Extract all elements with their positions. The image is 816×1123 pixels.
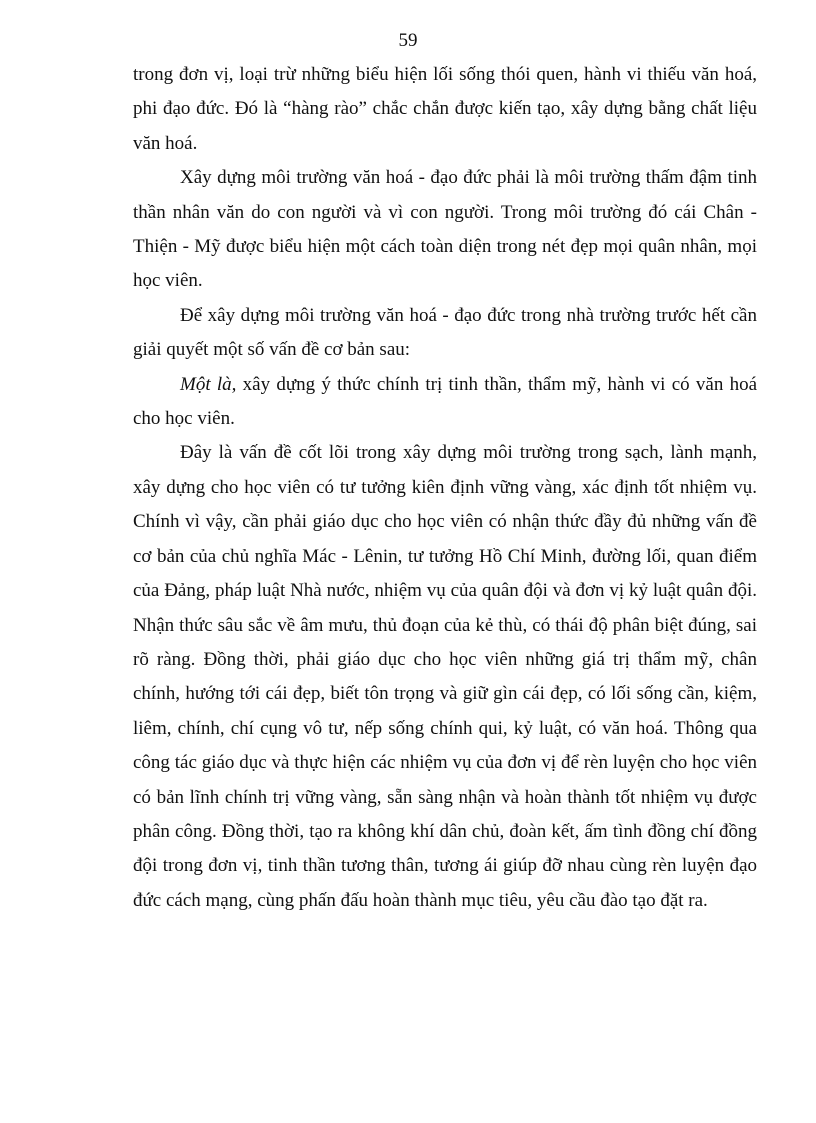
page-number: 59: [398, 30, 418, 51]
paragraph: Xây dựng môi trường văn hoá - đạo đức phải là môi trường thấm đậm tinh thần nhân văn do con người và vì con người. Trong môi trường đó cái Chân - Thiện - Mỹ được biểu hiện một cách toàn diện trong nét đẹp mọi quân nhân, mọi học viên.: [133, 167, 757, 292]
emphasis-mot-la: Một là,: [180, 373, 237, 395]
paragraph: Để xây dựng môi trường văn hoá - đạo đức trong nhà trường trước hết cần giải quyết một số vấn đề cơ bản sau:: [133, 304, 757, 361]
paragraph-mot-la: [133, 368, 757, 437]
paragraph: Đây là vấn đề cốt lõi trong xây dựng môi trường trong sạch, lành mạnh, xây dựng cho học viên có tư tưởng kiên định vững vàng, xác định tốt nhiệm vụ. Chính vì vậy, cần phải giáo dục cho học viên có nhận thức đầy đủ những vấn đề cơ bản của chủ nghĩa Mác - Lênin, tư tưởng Hồ Chí Minh, đường lối, quan điểm của Đảng, pháp luật Nhà nước, nhiệm vụ của quân đội và đơn vị kỷ luật quân đội. Nhận thức sâu sắc về âm mưu, thủ đoạn của kẻ thù, có thái độ phân biệt đúng, sai rõ ràng. Đồng thời, phải giáo dục cho học viên những giá trị thẩm mỹ, chân chính, hướng tới cái đẹp, biết tôn trọng và giữ gìn cái đẹp, có lối sống cần, kiệm, liêm, chính, chí cụng vô tư, nếp sống chính qui, kỷ luật, có văn hoá. Thông qua công tác giáo dục và thực hiện các nhiệm vụ của đơn vị để rèn luyện cho học viên có bản lĩnh chính trị vững vàng, sẵn sàng nhận và hoàn thành tốt nhiệm vụ được phân công. Đồng thời, tạo ra không khí dân chủ, đoàn kết, ấm tình đồng chí đồng đội trong đơn vị, tinh thần tương thân, tương ái giúp đỡ nhau cùng rèn luyện đạo đức cách mạng, cùng phấn đấu hoàn thành mục tiêu, yêu cầu đào tạo đặt ra.: [133, 442, 757, 911]
paragraph-mot-la-text: xây dựng ý thức chính trị tinh thần, thẩm mỹ, hành vi có văn hoá cho học viên.: [133, 373, 758, 430]
body-text: [133, 58, 757, 918]
paragraph-continuation: trong đơn vị, loại trừ những biểu hiện lối sống thói quen, hành vi thiếu văn hoá, phi đạo đức. Đó là “hàng rào” chắc chắn được kiến tạo, xây dựng bằng chất liệu văn hoá.: [133, 64, 757, 154]
